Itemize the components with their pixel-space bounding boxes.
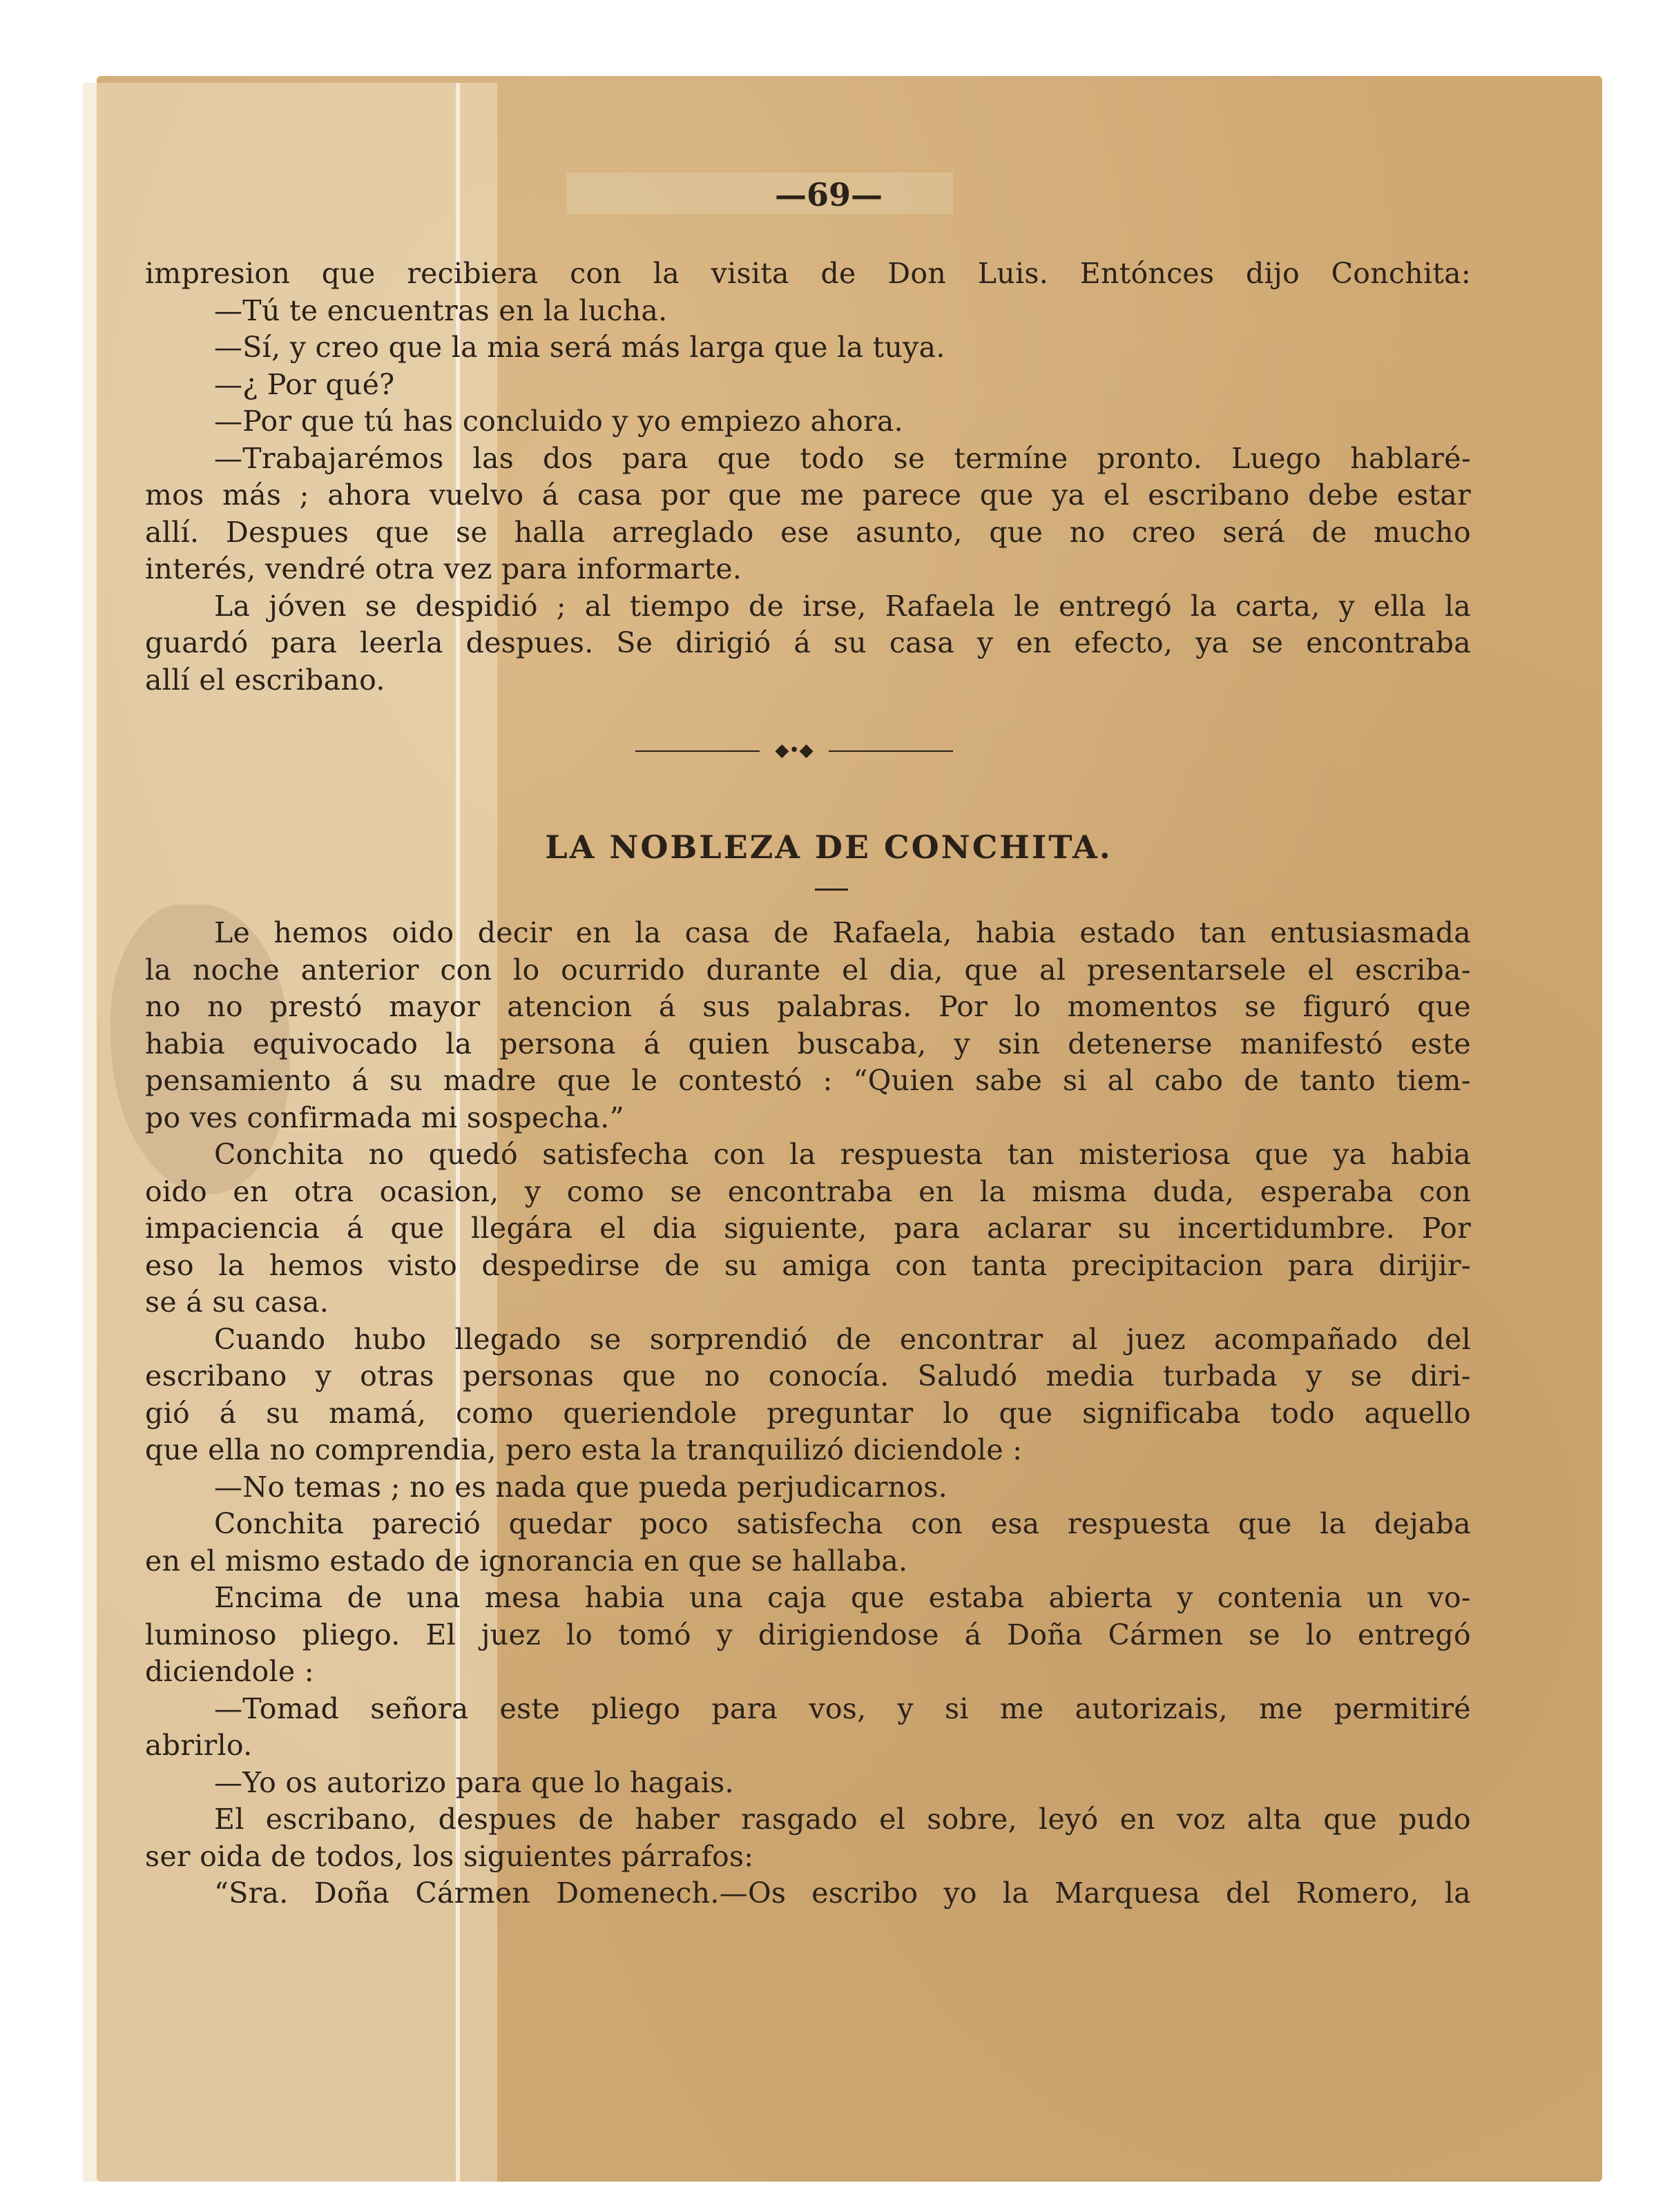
- text-line: —Yo os autorizo para que lo hagais.: [214, 1765, 734, 1799]
- text-line: Cuando hubo llegado se sorprendió de encontrar al juez acompañado del: [214, 1322, 1471, 1356]
- chapter-paragraphs: [145, 915, 1471, 1912]
- text-line: impresion que recibiera con la visita de Don Luis. Entónces dijo Conchita:: [145, 257, 1471, 290]
- page-number: —69—: [774, 176, 883, 213]
- text-line: no no prestó mayor atencion á sus palabras. Por lo momentos se figuró que: [145, 990, 1471, 1023]
- text-line: Le hemos oido decir en la casa de Rafaela, habia estado tan entusiasmada: [214, 916, 1471, 949]
- text-line: Conchita pareció quedar poco satisfecha con esa respuesta que la dejaba: [214, 1507, 1471, 1540]
- text-line: luminoso pliego. El juez lo tomó y dirigiendose á Doña Cármen se lo entregó: [145, 1618, 1471, 1651]
- divider-rule: [829, 750, 953, 752]
- text-line: escribano y otras personas que no conocía. Saludó media turbada y se diri-: [145, 1359, 1471, 1393]
- text-line: en el mismo estado de ignorancia en que se hallaba.: [145, 1544, 908, 1578]
- text-line: la noche anterior con lo ocurrido durante el dia, que al presentarsele el escriba-: [145, 953, 1471, 987]
- text-line: oido en otra ocasion, y como se encontraba en la misma duda, esperaba con: [145, 1174, 1471, 1208]
- continued-paragraphs: [145, 255, 1471, 699]
- text-line: habia equivocado la persona á quien buscaba, y sin detenerse manifestó este: [145, 1027, 1471, 1060]
- text-line: Encima de una mesa habia una caja que estaba abierta y contenia un vo-: [214, 1581, 1471, 1614]
- text-line: La jóven se despidió ; al tiempo de irse, Rafaela le entregó la carta, y ella la: [214, 589, 1471, 623]
- text-line: allí. Despues que se halla arreglado ese asunto, que no creo será de mucho: [145, 515, 1471, 549]
- text-line: mos más ; ahora vuelvo á casa por que me parece que ya el escribano debe estar: [145, 478, 1471, 512]
- text-line: impaciencia á que llegára el dia siguiente, para aclarar su incertidumbre. Por: [145, 1212, 1471, 1245]
- text-line: po ves confirmada mi sospecha.”: [145, 1100, 624, 1134]
- text-line: Conchita no quedó satisfecha con la respuesta tan misteriosa que ya habia: [214, 1138, 1471, 1171]
- section-title: LA NOBLEZA DE CONCHITA.: [545, 828, 1113, 866]
- section-divider: [635, 740, 953, 761]
- text-line: ser oida de todos, los siguientes párrafos:: [145, 1839, 754, 1873]
- text-line: —Por que tú has concluido y yo empiezo ahora.: [214, 405, 903, 438]
- text-line: abrirlo.: [145, 1729, 253, 1762]
- text-line: se á su casa.: [145, 1286, 329, 1319]
- text-line: El escribano, despues de haber rasgado el sobre, leyó en voz alta que pudo: [214, 1803, 1471, 1836]
- title-underline: [815, 889, 848, 891]
- text-line: guardó para leerla despues. Se dirigió á su casa y en efecto, ya se encontraba: [145, 626, 1471, 659]
- text-line: gió á su mamá, como queriendole preguntar lo que significaba todo aquello: [145, 1396, 1471, 1430]
- text-line: eso la hemos visto despedirse de su amiga con tanta precipitacion para dirijir-: [145, 1248, 1471, 1282]
- text-line: —No temas ; no es nada que pueda perjudicarnos.: [214, 1470, 948, 1504]
- text-line: allí el escribano.: [145, 663, 385, 697]
- text-line: —Tomad señora este pliego para vos, y si me autorizais, me permitiré: [214, 1691, 1471, 1725]
- text-line: que ella no comprendia, pero esta la tranquilizó diciendole :: [145, 1433, 1023, 1466]
- text-line: —Sí, y creo que la mia será más larga que la tuya.: [214, 331, 945, 364]
- divider-ornament: ◆•◆: [775, 740, 814, 761]
- text-line: pensamiento á su madre que le contestó : “Quien sabe si al cabo de tanto tiem-: [145, 1064, 1471, 1097]
- text-line: diciendole :: [145, 1655, 314, 1688]
- text-line: interés, vendré otra vez para informarte.: [145, 552, 742, 585]
- text-line: —¿ Por qué?: [214, 367, 395, 401]
- text-line: —Trabajarémos las dos para que todo se termíne pronto. Luego hablaré-: [214, 441, 1471, 475]
- divider-rule: [635, 750, 760, 752]
- text-line: —Tú te encuentras en la lucha.: [214, 293, 668, 327]
- text-line: “Sra. Doña Cármen Domenech.—Os escribo yo la Marquesa del Romero, la: [214, 1876, 1471, 1910]
